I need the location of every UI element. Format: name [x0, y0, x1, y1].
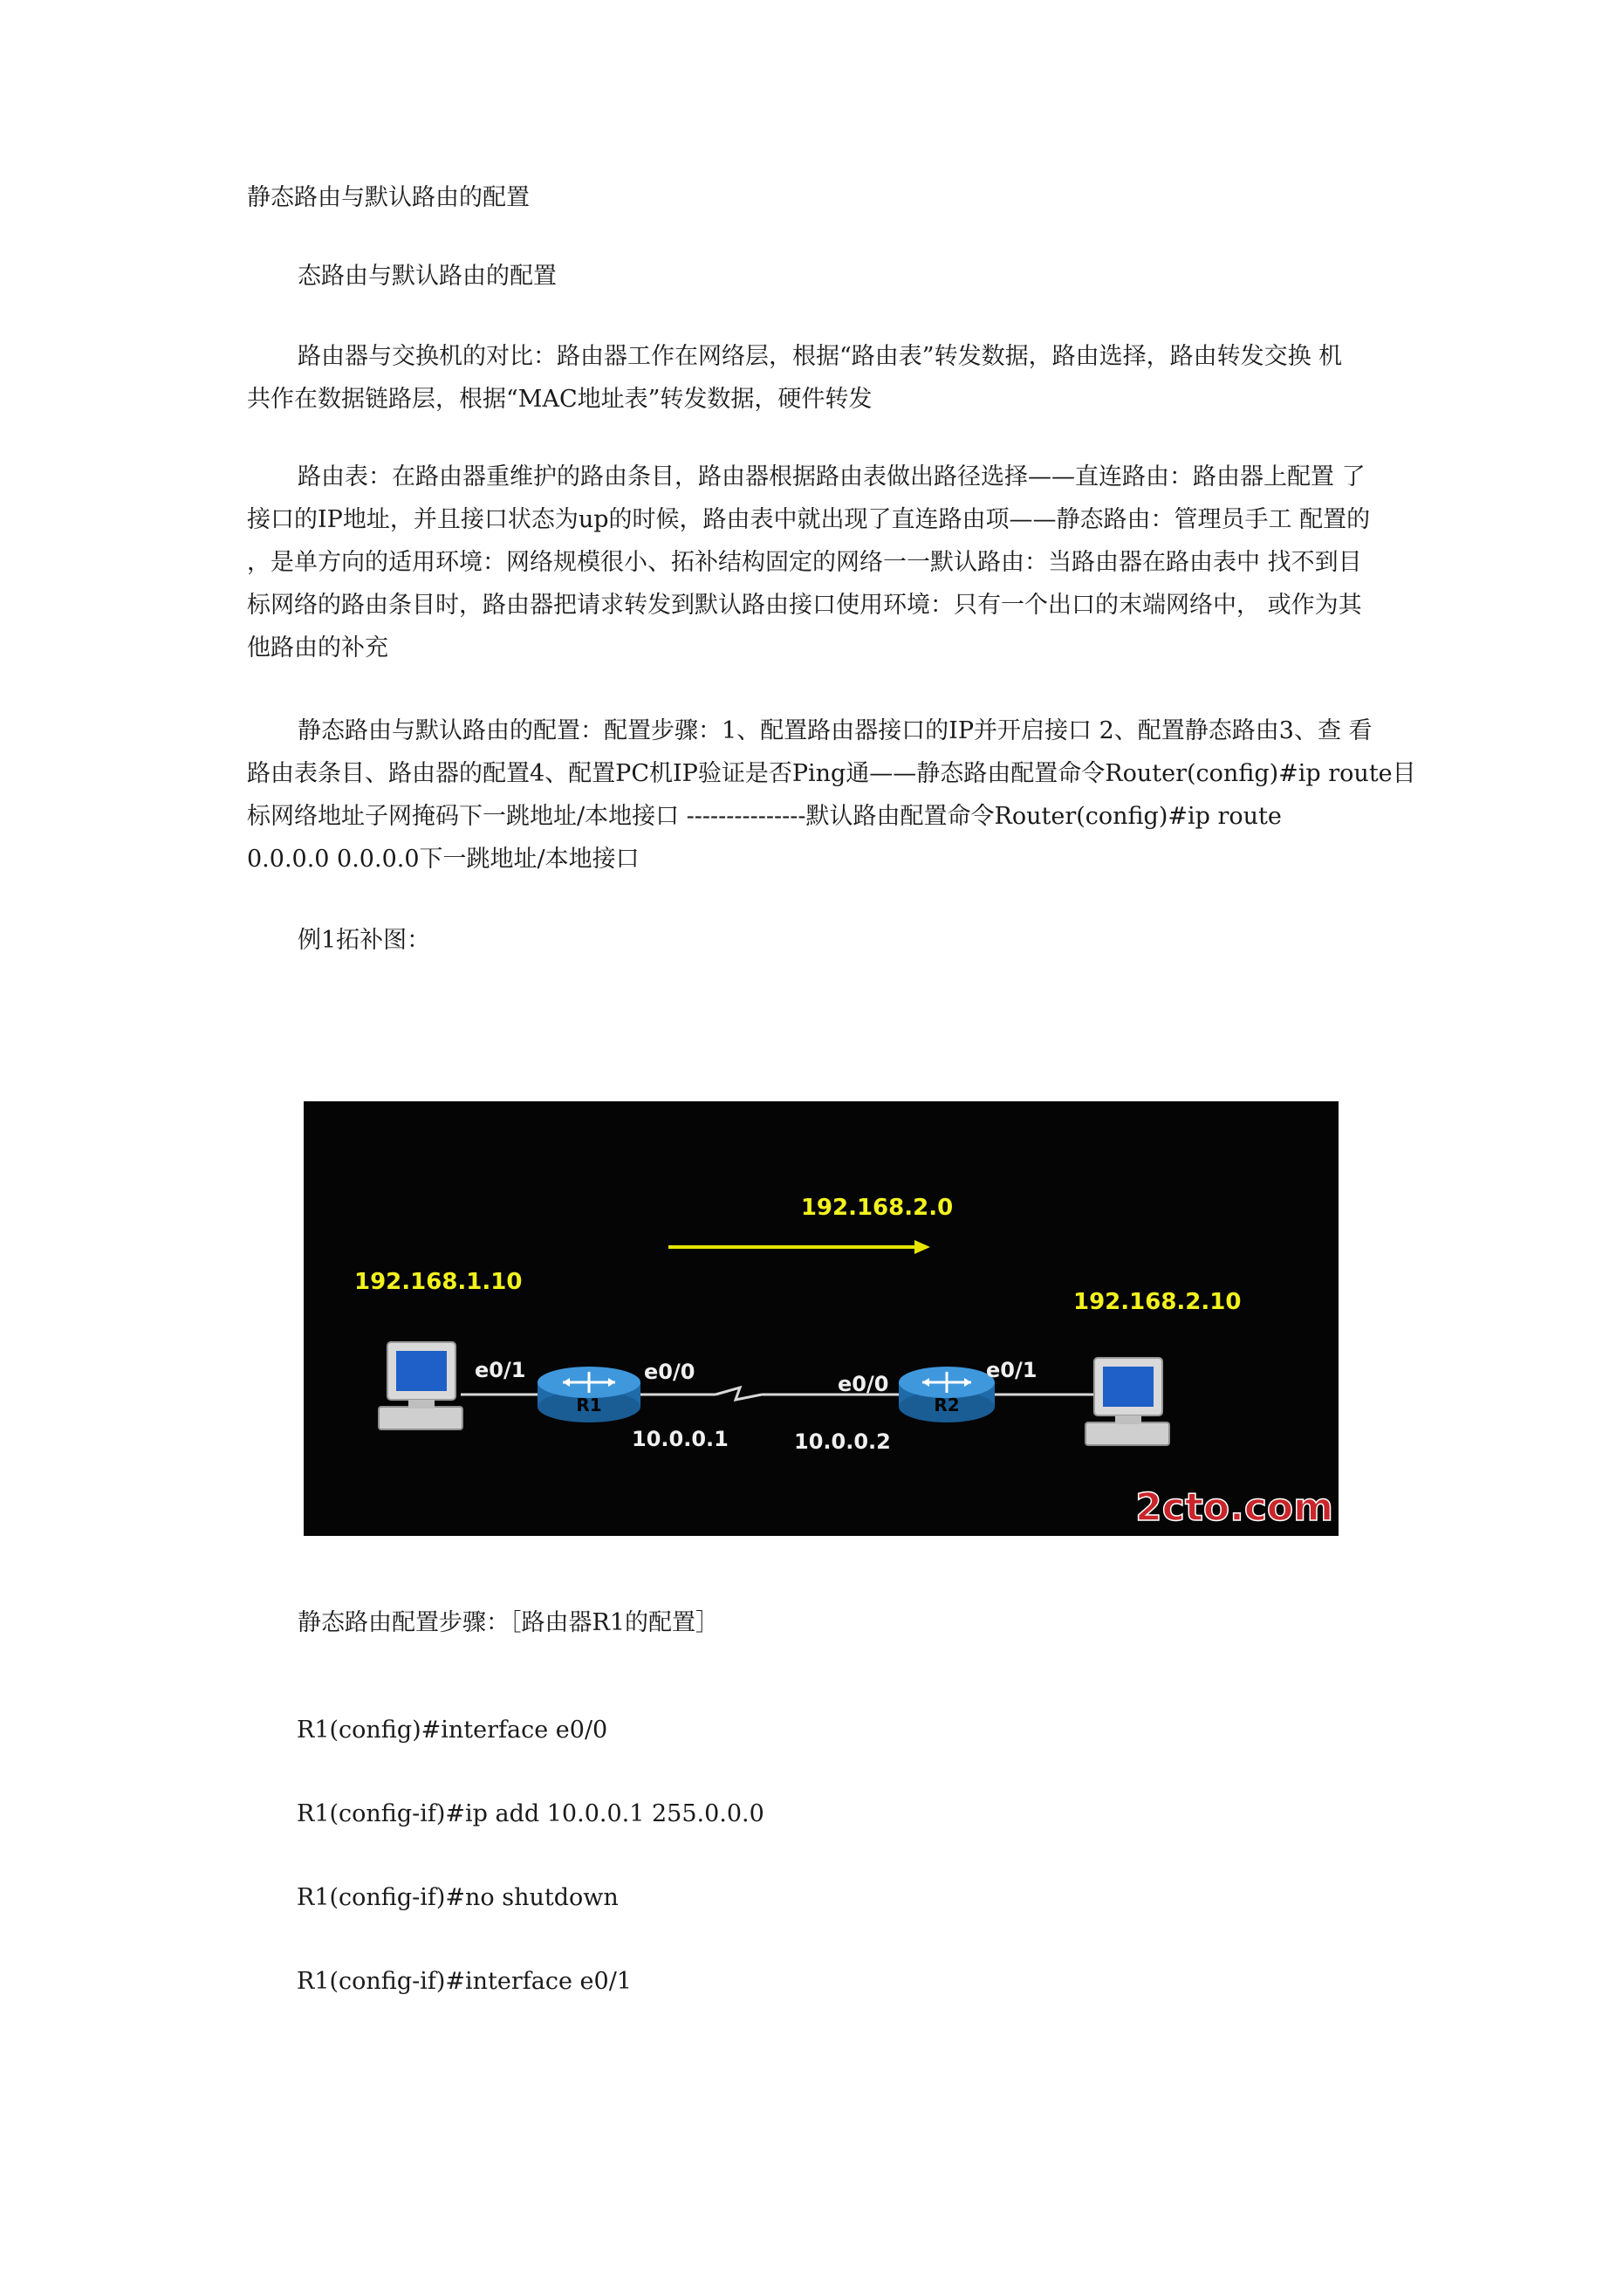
paragraph-line: ，是单方向的适用环境：网络规模很小、拓补结构固定的网络一一默认路由：当路由器在路由表中 找不到目: [247, 549, 1362, 576]
paragraph-routing-table: [247, 456, 1399, 669]
router-r1-label: R1: [576, 1395, 602, 1415]
right-pc-ip-label: 192.168.2.10: [1073, 1289, 1242, 1315]
computer-icon-left: [379, 1342, 462, 1429]
r1-e01-label: e0/1: [475, 1358, 526, 1382]
paragraph-line: 静态路由与默认路由的配置：配置步骤：1、配置路由器接口的IP并开启接口 2、配置静态路由3、查 看: [298, 717, 1373, 744]
router-r2-label: R2: [934, 1395, 960, 1415]
r1-ip-label: 10.0.0.1: [632, 1427, 729, 1451]
left-pc-ip-label: 192.168.1.10: [354, 1269, 523, 1295]
steps-heading: 静态路由配置步骤：［路由器R1的配置］: [298, 1609, 720, 1636]
paragraph-line: 路由表：在路由器重维护的路由条目，路由器根据路由表做出路径选择——直连路由：路由器上配置 了: [298, 463, 1366, 490]
paragraph-line: 接口的IP地址，并且接口状态为up的时候，路由表中就出现了直连路由项——静态路由：管理员手工 配置的: [247, 506, 1371, 533]
topology-diagram: [304, 1101, 1339, 1536]
paragraph-config-steps: [247, 709, 1416, 881]
r2-e00-label: e0/0: [838, 1372, 889, 1396]
command-line: R1(config-if)#interface e0/1: [297, 1968, 632, 1995]
document-title: 静态路由与默认路由的配置: [247, 184, 530, 211]
command-line: R1(config-if)#ip add 10.0.0.1 255.0.0.0: [297, 1800, 764, 1827]
command-line: R1(config)#interface e0/0: [297, 1717, 608, 1744]
r1-e00-label: e0/0: [644, 1360, 695, 1384]
command-line: R1(config-if)#no shutdown: [297, 1884, 619, 1911]
figure-caption: 例1拓补图：: [298, 927, 431, 954]
paragraph-line: 路由表条目、路由器的配置4、配置PC机IP验证是否Ping通——静态路由配置命令Router(config)#ip route目: [247, 760, 1416, 787]
paragraph-line: 标网络的路由条目时，路由器把请求转发到默认路由接口使用环境：只有一个出口的末端网络中， 或作为其: [247, 592, 1362, 619]
paragraph-line: 标网络地址子网掩码下一跳地址/本地接口 ---------------默认路由配置命令Router(config)#ip route: [247, 803, 1282, 830]
section-subtitle: 态路由与默认路由的配置: [298, 263, 557, 290]
paragraph-line: 共作在数据链路层，根据“MAC地址表”转发数据，硬件转发: [247, 386, 873, 413]
paragraph-line: 路由器与交换机的对比：路由器工作在网络层，根据“路由表”转发数据，路由选择，路由转发交换 机: [298, 343, 1343, 370]
paragraph-line: 他路由的补充: [247, 634, 388, 661]
computer-icon-right: [1085, 1358, 1169, 1445]
watermark-logo: 2cto.com: [1135, 1485, 1333, 1530]
r2-e01-label: e0/1: [986, 1358, 1037, 1382]
paragraph-line: 0.0.0.0 0.0.0.0下一跳地址/本地接口: [247, 846, 640, 873]
network-label: 192.168.2.0: [800, 1195, 954, 1221]
r2-ip-label: 10.0.0.2: [794, 1429, 891, 1454]
paragraph-router-vs-switch: [247, 335, 1399, 421]
diagram-background: [304, 1101, 1339, 1536]
